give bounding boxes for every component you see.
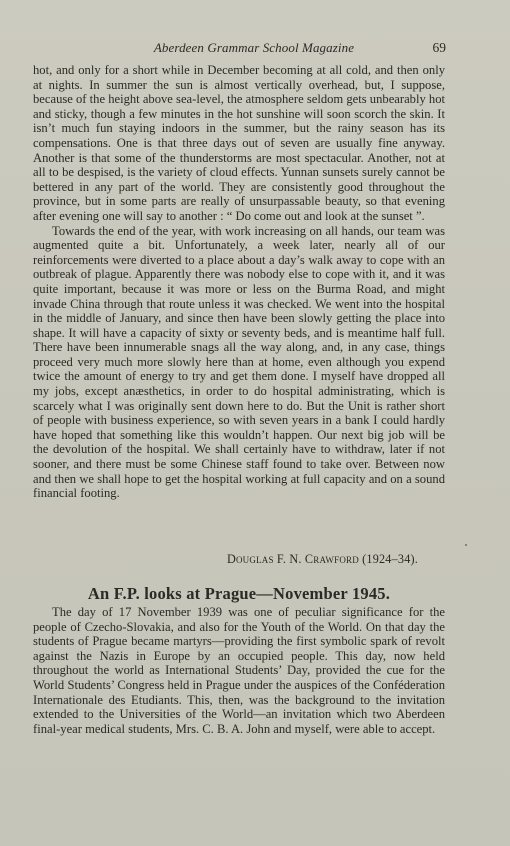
paragraph-hospital: Towards the end of the year, with work increasing on all hands, our team was augmented quite a bit. Unfortunately, a week later, nearly all of our reinforcements were diverted to a place about a day’s walk away to cope with an outbreak of plague. Apparently there was nobody else to cope with it, and it was quite important, because it was more or less on the Burma Road, and might invade China through that route unless it was checked. We went into the hospital in the middle of January, and since then have been slowly getting the place into shape. It will have a capacity of sixty or seventy beds, and is meantime half full. There have been innumerable snags all the way along, and, in any case, things proceed very much more slowly here than at home, even although you expend twice the amount of energy to try and get them done. I myself have dropped all my jobs, except anæsthetics, in order to do hospital administrating, which is scarcely what I was originally sent down here to do. But the Unit is rather short of people with business experience, so with seven years in a bank I could hardly have hoped that something like this wouldn’t happen. Our next big job will be the devolution of the hospital. We shall certainly have to withdraw, later if not sooner, and there must be some Chinese staff found to take over. Between now and then we shall hope to get the hospital working at full capacity and on a sound financial footing. (33, 223, 445, 501)
running-title: Aberdeen Grammar School Magazine (153, 40, 355, 55)
paragraph-climate: hot, and only for a short while in December becoming at all cold, and then only at nights. In summer the sun is almost vertically overhead, but, I suppose, because of the height above sea-level, the atmosphere seldom gets unbearably hot and sticky, though a few minutes in the hot sunshine will soon scorch the skin. It isn’t much fun staying indoors in the summer, but the rainy season has its compensations. One is that three days out of seven are usually fine anyway. Another is that some of the thunderstorms are most spectacular. Another, not at all to be despised, is the variety of cloud effects. Yunnan sunsets surely cannot be bettered in any part of the world. They are consistently good throughout the province, but in some parts are really of unsurpassable beauty, so that evening after evening one will say to another : “ Do come out and look at the sunset ”. (33, 63, 445, 223)
author-signature (33, 552, 418, 567)
page-number: 69 (432, 40, 446, 55)
paragraph-prague: The day of 17 November 1939 was one of peculiar significance for the people of Czecho-Slovakia, and also for the Youth of the World. On that day the students of Prague became martyrs—providing the first symbolic spark of revolt against the Nazis in Europe by an occupied people. This day, now held throughout the world as International Students’ Day, provided the cue for the World Students’ Congress held in Prague under the auspices of the Conféderation Internationale des Etudiants. This, then, was the background to the invitation extended to the Universities of the World—an invitation which two Aberdeen final-year medical students, Mrs. C. B. A. John and myself, were able to accept. (33, 605, 445, 736)
print-speck (465, 544, 467, 546)
article-heading: An F.P. looks at Prague—November 1945. (87, 584, 391, 603)
author-name: Douglas F. N. Crawford (226, 552, 359, 566)
author-years: (1924–34). (362, 552, 418, 566)
article-prague (33, 605, 445, 736)
article-continuation (33, 63, 445, 501)
page-header (62, 40, 446, 58)
